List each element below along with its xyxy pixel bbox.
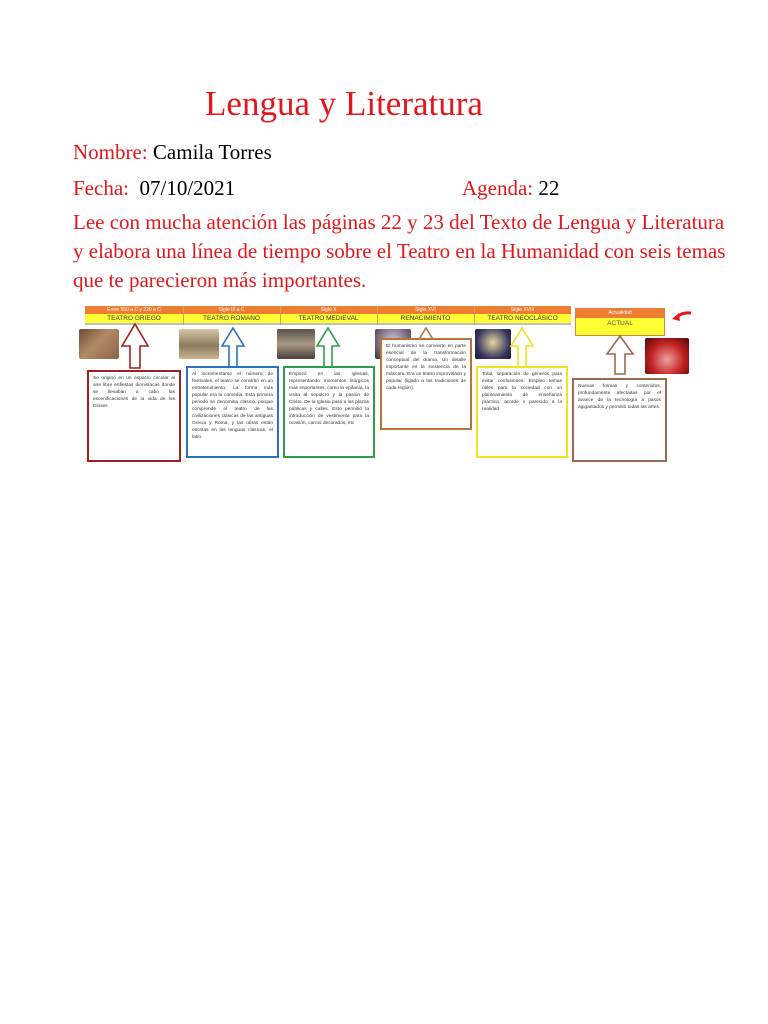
timeline-header-neoclasico [474,306,571,325]
theatre-griego-image [79,329,119,359]
period-name: TEATRO NEOCLÁSICO [487,315,558,322]
period-label: Actualidad [576,309,664,318]
text-box-medieval: Empezó en las iglesias, representando momentos litúrgicos más importantes, como la epifanía, la visita al sepulcro y la pasión de Cristo. De la Iglesia pasó a las plazas públicas y calles. Esto permitió la introducción de vestimenta para la ocasión, carros decorados, etc [283,366,375,458]
nombre-value: Camila Torres [152,140,272,164]
agenda-value: 22 [538,176,560,200]
teatro-actual-image [645,338,689,374]
period-name: TEATRO GRIEGO [107,315,161,322]
agenda-label: Agenda: [462,176,534,200]
nombre-label: Nombre: [73,140,148,164]
period-label: Entre 550 a C y 220 a C [107,307,161,313]
theatre-medieval-image [277,329,315,359]
timeline-header-medieval [280,306,378,325]
text-box-romano: Al incrementarse el número de festivales, el teatro se convirtió en un entretenimiento. La forma más popular era la comedia. Esta primera periodo se denomina clásico, porque comprende el teatro de las civilizaciones clásicas de las antiguas Grecia y Roma, y las obras están escritas en las lenguas clásicas, el latín. [186,366,279,458]
period-label: Siglo XVIII [510,307,535,313]
period-label: Siglo X [320,307,337,313]
text-box-actual: Nuevas formas y contenidos, profundamente afectadas por el avance de la tecnología a pasos agigantados y permitió todas las artes. [572,378,667,462]
neoclasico-image [475,329,511,359]
period-name: ACTUAL [576,318,664,335]
period-name: TEATRO ROMANO [203,315,260,322]
arrow-up-icon [605,334,635,376]
text-box-renacimiento: El humanismo se convierte en parte esencial de la transformación conceptual del drama. Un detalle importante es la existencia de la máscara. Era un teatro improvisado y popular (ligado a las tradiciones de cada región). [380,338,472,430]
period-name: TEATRO MEDIEVAL [298,315,359,322]
arrow-up-icon [120,322,150,370]
timeline-figure [75,300,695,465]
period-name: RENACIMIENTO [400,315,451,322]
timeline-header-actual [575,308,665,336]
theatre-romano-image [179,329,219,359]
text-box-griego: Se originó en un espacio circular al aire libre enfiestas dionisíacas donde se llevaban a cabo las escenificaciones de la vida de los Dioses [87,370,181,462]
fecha-label: Fecha: [73,176,129,200]
arrow-up-icon [220,326,246,370]
nombre-line [73,140,272,165]
page-title: Lengua y Literatura [205,84,483,123]
agenda-line [462,176,559,201]
period-label: Siglo XVI [415,307,436,313]
period-label: Siglo III a C [218,307,245,313]
red-curved-arrow-icon [670,310,692,324]
fecha-value: 07/10/2021 [139,176,236,200]
timeline-header-romano [183,306,281,325]
arrow-up-icon [315,326,341,370]
fecha-line [73,176,235,201]
instruction-text: Lee con mucha atención las páginas 22 y 23 del Texto de Lengua y Literatura y elabora una línea de tiempo sobre el Teatro en la Humanidad con seis temas que te parecieron más importantes. [73,210,726,292]
text-box-neoclasico: Total, separación de géneros para evitar confusiones. Empleo temas útiles para la sociedad con un planteamiento de enseñanza práctica, acorde o parecido a la realidad [476,366,568,458]
arrow-up-icon [509,326,535,370]
timeline-header-renacimiento [377,306,475,325]
